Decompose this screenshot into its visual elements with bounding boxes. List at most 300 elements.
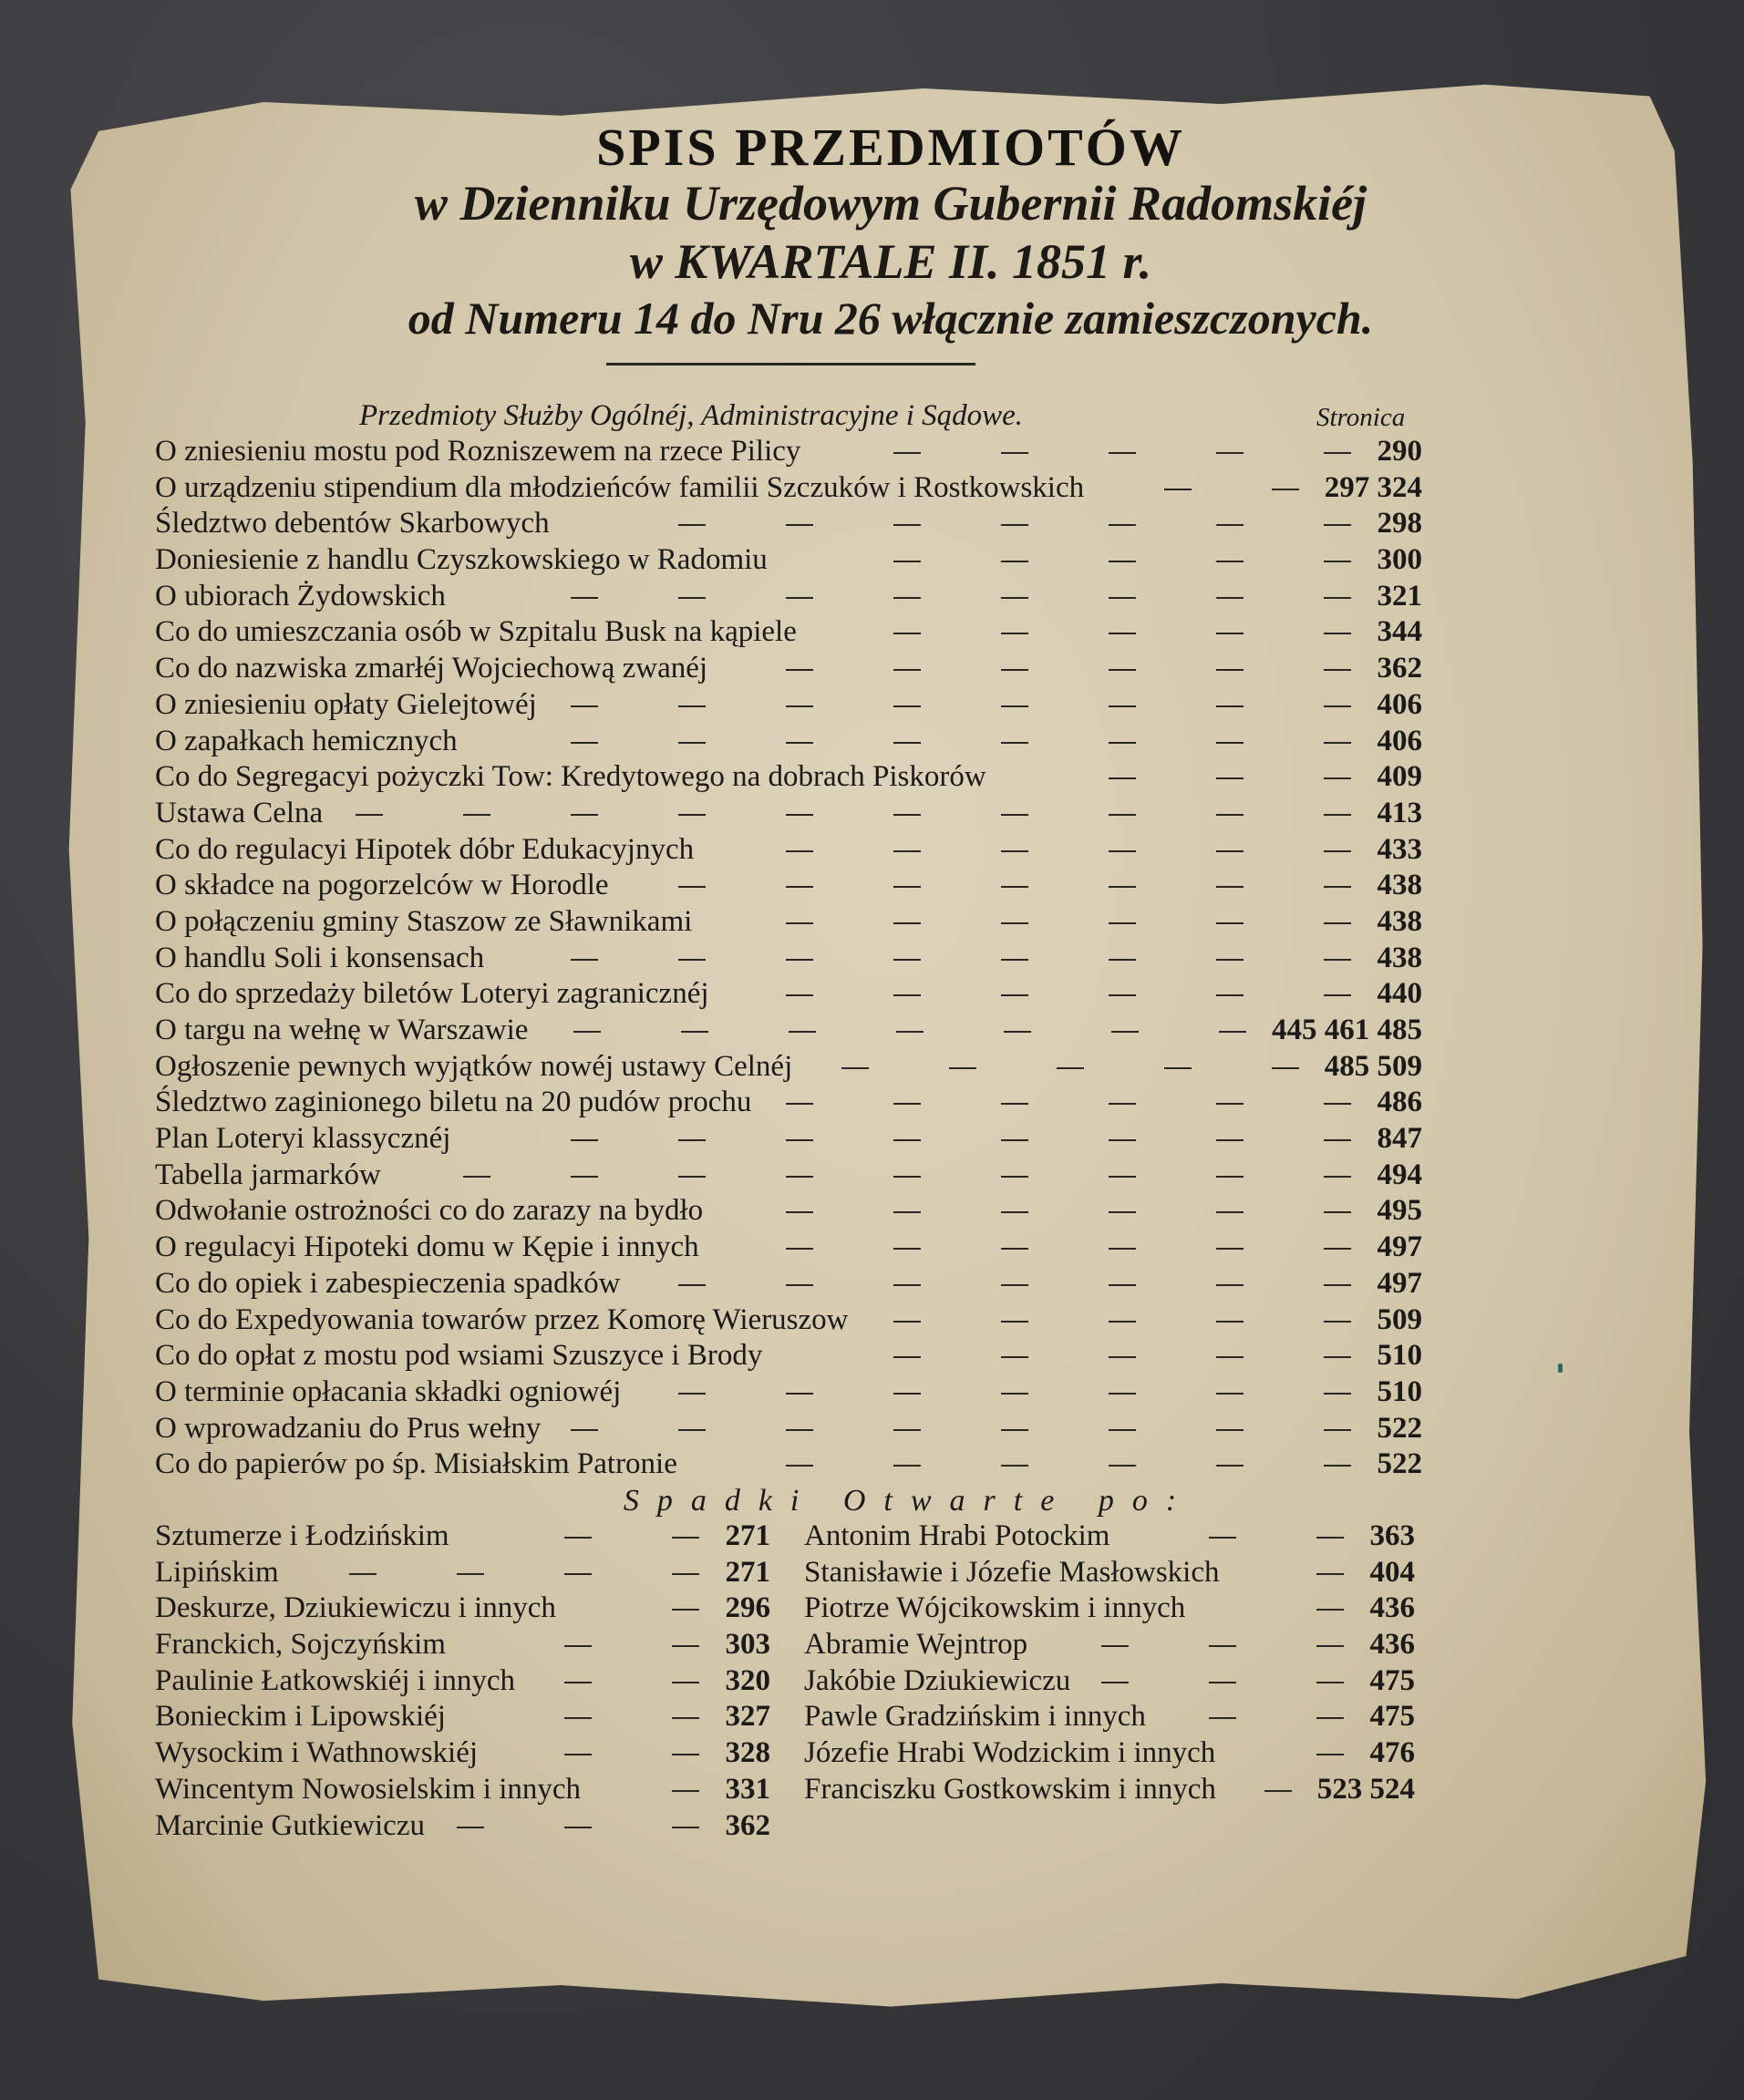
leader-dash xyxy=(1109,922,1136,924)
leader-dash xyxy=(786,1429,813,1431)
leader-dash xyxy=(1101,1645,1129,1647)
list-item xyxy=(155,1808,770,1845)
entry-text: Piotrze Wójcikowskim i innych xyxy=(804,1591,1186,1625)
leader-dash xyxy=(1001,1393,1028,1395)
entry-text: Co do sprzedaży biletów Loteryi zagranicznéj xyxy=(155,977,709,1011)
entry-text: O urządzeniu stipendium dla młodzieńców familii Szczuków i Rostkowskich xyxy=(155,470,1085,504)
entry-text: O ubiorach Żydowskich xyxy=(155,579,446,612)
leader-dash xyxy=(1001,452,1028,454)
leader-dash xyxy=(1001,597,1028,599)
list-item xyxy=(155,1266,1422,1302)
leader-dash xyxy=(678,742,706,744)
list-item xyxy=(155,904,1422,941)
entry-text: O składce na pogorzelców w Horodle xyxy=(155,869,609,902)
leader-dash xyxy=(571,959,598,961)
entry-text: Co do nazwiska zmarłéj Wojciechową zwanéj xyxy=(155,652,708,685)
entry-text: Co do umieszczania osób w Szpitalu Busk na kąpiele xyxy=(155,615,797,649)
entry-pages: 413 xyxy=(1377,796,1422,829)
entry-pages: 271 xyxy=(725,1519,770,1552)
leader-dash xyxy=(893,886,921,888)
leader-dash xyxy=(672,1717,699,1719)
leader-dash xyxy=(893,705,921,707)
leader-dash xyxy=(678,597,706,599)
leader-dash xyxy=(893,1248,921,1250)
list-item xyxy=(804,1555,1415,1591)
leader-dash xyxy=(893,1429,921,1431)
leader-dash xyxy=(672,1790,699,1792)
entry-pages: 436 xyxy=(1369,1628,1415,1662)
entry-pages: 510 xyxy=(1377,1374,1422,1408)
leader-dash xyxy=(1001,1103,1028,1105)
list-item xyxy=(155,1555,770,1591)
list-item xyxy=(155,687,1422,724)
leader-dash xyxy=(1001,633,1028,634)
list-item xyxy=(155,1446,1422,1483)
leader-dash xyxy=(1001,1356,1028,1358)
entry-pages: 362 xyxy=(1377,652,1422,685)
leader-dash xyxy=(1101,1682,1129,1683)
leader-dash xyxy=(1272,1067,1299,1069)
leader-dash xyxy=(893,1465,921,1467)
leader-dash xyxy=(672,1573,699,1575)
leader-dash xyxy=(1216,994,1244,996)
leader-dash xyxy=(1216,524,1244,526)
entry-pages: 522 xyxy=(1377,1447,1422,1481)
entry-text: O zniesieniu opłaty Gielejtowéj xyxy=(155,687,537,721)
entry-pages: 475 xyxy=(1369,1663,1415,1697)
leader-dash xyxy=(893,1211,921,1213)
leader-dash xyxy=(1109,1284,1136,1286)
leader-dash xyxy=(678,705,706,707)
leader-dash xyxy=(1109,705,1136,707)
entry-pages: 486 xyxy=(1377,1086,1422,1119)
leader-dash xyxy=(1216,669,1244,671)
leader-dash xyxy=(1001,994,1028,996)
leader-dash xyxy=(1001,669,1028,671)
entry-text: Jakóbie Dziukiewiczu xyxy=(804,1663,1071,1697)
leader-dash xyxy=(1324,561,1351,562)
leader-dash xyxy=(786,850,813,852)
entry-pages: 438 xyxy=(1377,904,1422,938)
leader-dash xyxy=(1001,1176,1028,1178)
leader-dash xyxy=(1324,705,1351,707)
leader-dash xyxy=(1324,452,1351,454)
entry-text: Deskurze, Dziukiewiczu i innych xyxy=(155,1591,556,1625)
entry-text: Co do Expedyowania towarów przez Komorę Wieruszow xyxy=(155,1302,849,1336)
entry-text: Paulinie Łatkowskiéj i innych xyxy=(155,1663,516,1697)
leader-dash xyxy=(893,742,921,744)
list-item xyxy=(155,1627,770,1663)
list-item xyxy=(155,1663,770,1700)
leader-dash xyxy=(893,994,921,996)
list-item xyxy=(155,1013,1422,1049)
leader-dash xyxy=(1216,959,1244,961)
list-item xyxy=(155,868,1422,904)
entry-pages: 495 xyxy=(1377,1194,1422,1228)
entry-text: Co do opiek i zabespieczenia spadków xyxy=(155,1266,621,1300)
entry-pages: 409 xyxy=(1377,760,1422,794)
leader-dash xyxy=(1001,1321,1028,1323)
leader-dash xyxy=(1057,1067,1084,1069)
leader-dash xyxy=(672,1754,699,1755)
ink-spot xyxy=(1558,1364,1563,1373)
leader-dash xyxy=(893,1103,921,1105)
leader-dash xyxy=(349,1573,377,1575)
list-item xyxy=(155,542,1422,579)
leader-dash xyxy=(786,959,813,961)
leader-dash xyxy=(356,814,383,816)
leader-dash xyxy=(1001,705,1028,707)
leader-dash xyxy=(1109,777,1136,779)
leader-dash xyxy=(571,742,598,744)
leader-dash xyxy=(672,1682,699,1683)
leader-dash xyxy=(1109,452,1136,454)
entry-pages: 494 xyxy=(1377,1158,1422,1191)
leader-dash xyxy=(1109,524,1136,526)
leader-dash xyxy=(1109,1248,1136,1250)
entry-text: O regulacyi Hipoteki domu w Kępie i innych xyxy=(155,1230,699,1264)
leader-dash xyxy=(1216,1321,1244,1323)
entry-text: Józefie Hrabi Wodzickim i innych xyxy=(804,1736,1216,1770)
leader-dash xyxy=(1324,959,1351,961)
list-item xyxy=(155,1735,770,1772)
leader-dash xyxy=(1001,1465,1028,1467)
entry-pages: 344 xyxy=(1377,615,1422,649)
leader-dash xyxy=(786,524,813,526)
list-item xyxy=(155,976,1422,1013)
leader-dash xyxy=(1216,814,1244,816)
entry-pages: 406 xyxy=(1377,724,1422,757)
list-item xyxy=(804,1663,1415,1700)
leader-dash xyxy=(893,633,921,634)
entry-text: O zniesieniu mostu pod Rozniszewem na rzece Pilicy xyxy=(155,435,801,468)
list-item xyxy=(155,1230,1422,1266)
entry-pages: 509 xyxy=(1377,1302,1422,1336)
document-subtitle-2: w KWARTALE II. 1851 r. xyxy=(629,234,1152,289)
leader-dash xyxy=(571,1176,598,1178)
leader-dash xyxy=(1109,742,1136,744)
leader-dash xyxy=(1216,1429,1244,1431)
list-item xyxy=(155,651,1422,687)
entry-text: Ogłoszenie pewnych wyjątków nowéj ustawy Celnéj xyxy=(155,1049,793,1083)
entry-pages: 362 xyxy=(725,1808,770,1842)
entry-text: Tabella jarmarków xyxy=(155,1158,381,1191)
leader-dash xyxy=(1109,959,1136,961)
entry-text: Abramie Wejntrop xyxy=(804,1628,1028,1662)
leader-dash xyxy=(1324,1393,1351,1395)
entry-text: O targu na wełnę w Warszawie xyxy=(155,1014,529,1046)
leader-dash xyxy=(1109,1393,1136,1395)
list-item xyxy=(155,941,1422,977)
leader-dash xyxy=(893,524,921,526)
leader-dash xyxy=(463,814,490,816)
entry-text: Śledztwo zaginionego biletu na 20 pudów prochu xyxy=(155,1086,752,1119)
list-item xyxy=(155,1338,1422,1374)
page-column-label: Stronica xyxy=(1316,403,1406,432)
leader-dash xyxy=(1109,1103,1136,1105)
entry-pages: 271 xyxy=(725,1555,770,1589)
leader-dash xyxy=(893,1139,921,1141)
leader-dash xyxy=(1001,959,1028,961)
leader-dash xyxy=(1216,452,1244,454)
leader-dash xyxy=(1324,633,1351,634)
leader-dash xyxy=(1216,1139,1244,1141)
leader-dash xyxy=(786,922,813,924)
leader-dash xyxy=(1324,1356,1351,1358)
entry-pages: 510 xyxy=(1377,1339,1422,1373)
leader-dash xyxy=(1004,1031,1031,1033)
leader-dash xyxy=(1109,1429,1136,1431)
leader-dash xyxy=(1001,850,1028,852)
list-item xyxy=(155,1374,1422,1411)
list-item xyxy=(804,1518,1415,1555)
leader-dash xyxy=(1216,777,1244,779)
leader-dash xyxy=(564,1537,592,1539)
leader-dash xyxy=(786,1284,813,1286)
leader-dash xyxy=(1216,922,1244,924)
leader-dash xyxy=(1316,1609,1344,1611)
entry-text: O zapałkach hemicznych xyxy=(155,724,458,757)
entry-pages: 522 xyxy=(1377,1411,1422,1445)
leader-dash xyxy=(1219,1031,1246,1033)
leader-dash xyxy=(1001,561,1028,562)
list-item xyxy=(155,1518,770,1555)
leader-dash xyxy=(678,1429,706,1431)
list-item xyxy=(155,832,1422,869)
entry-text: Marcinie Gutkiewiczu xyxy=(155,1808,425,1842)
leader-dash xyxy=(1109,1211,1136,1213)
leader-dash xyxy=(672,1537,699,1539)
entry-text: Co do opłat z mostu pod wsiami Szuszyce i Brody xyxy=(155,1339,763,1373)
entry-pages: 321 xyxy=(1377,579,1422,612)
leader-dash xyxy=(1001,814,1028,816)
leader-dash xyxy=(893,1284,921,1286)
entry-pages: 523 524 xyxy=(1316,1772,1415,1806)
entry-pages: 497 xyxy=(1377,1266,1422,1300)
leader-dash xyxy=(786,886,813,888)
entry-text: Plan Loteryi klassycznéj xyxy=(155,1122,451,1156)
entry-text: Co do Segregacyi pożyczki Tow: Kredytowego na dobrach Piskorów xyxy=(155,760,986,794)
entry-pages: 300 xyxy=(1377,543,1422,577)
leader-dash xyxy=(564,1754,592,1755)
leader-dash xyxy=(1001,1211,1028,1213)
leader-dash xyxy=(457,1573,484,1575)
leader-dash xyxy=(672,1609,699,1611)
leader-dash xyxy=(1324,1103,1351,1105)
leader-dash xyxy=(1324,597,1351,599)
leader-dash xyxy=(1324,886,1351,888)
leader-dash xyxy=(1001,1139,1028,1141)
entry-text: O połączeniu gminy Staszow ze Sławnikami xyxy=(155,904,693,938)
leader-dash xyxy=(1316,1717,1344,1719)
leader-dash xyxy=(1316,1573,1344,1575)
leader-dash xyxy=(564,1717,592,1719)
entry-text: Co do papierów po śp. Misiałskim Patronie xyxy=(155,1447,677,1481)
leader-dash xyxy=(893,850,921,852)
list-item xyxy=(155,506,1422,542)
leader-dash xyxy=(786,705,813,707)
leader-dash xyxy=(1216,1356,1244,1358)
list-item xyxy=(155,1158,1422,1194)
leader-dash xyxy=(1109,850,1136,852)
list-item xyxy=(155,579,1422,615)
list-item xyxy=(155,1085,1422,1121)
leader-dash xyxy=(1001,1248,1028,1250)
document-subtitle-1: w Dzienniku Urzędowym Gubernii Radomskiéj xyxy=(414,176,1367,231)
leader-dash xyxy=(1324,742,1351,744)
leader-dash xyxy=(1324,1284,1351,1286)
general-entries-list xyxy=(155,434,1422,1483)
entry-pages: 303 xyxy=(725,1628,770,1662)
leader-dash xyxy=(678,1284,706,1286)
leader-dash xyxy=(789,1031,816,1033)
leader-dash xyxy=(786,1103,813,1105)
document-subtitle-3: od Numeru 14 do Nru 26 włącznie zamieszczonych. xyxy=(408,293,1374,344)
leader-dash xyxy=(1316,1645,1344,1647)
leader-dash xyxy=(1216,633,1244,634)
leader-dash xyxy=(1209,1537,1236,1539)
leader-dash xyxy=(1109,1176,1136,1178)
entry-pages: 433 xyxy=(1377,832,1422,866)
leader-dash xyxy=(1216,886,1244,888)
entry-text: Antonim Hrabi Potockim xyxy=(804,1519,1110,1552)
leader-dash xyxy=(786,597,813,599)
entry-text: Lipińskim xyxy=(155,1555,279,1589)
entry-text: Sztumerze i Łodzińskim xyxy=(155,1519,449,1552)
entry-text: Wysockim i Wathnowskiéj xyxy=(155,1736,479,1770)
leader-dash xyxy=(1209,1717,1236,1719)
leader-dash xyxy=(1216,1284,1244,1286)
entry-text: Bonieckim i Lipowskiéj xyxy=(155,1700,446,1734)
section-heading-row xyxy=(66,399,1716,436)
leader-dash xyxy=(571,814,598,816)
leader-dash xyxy=(1324,1176,1351,1178)
leader-dash xyxy=(571,1429,598,1431)
leader-dash xyxy=(1001,524,1028,526)
entry-pages: 476 xyxy=(1369,1736,1415,1770)
leader-dash xyxy=(893,814,921,816)
leader-dash xyxy=(1324,1321,1351,1323)
leader-dash xyxy=(681,1031,708,1033)
entry-pages: 847 xyxy=(1377,1122,1422,1156)
leader-dash xyxy=(1316,1537,1344,1539)
leader-dash xyxy=(457,1827,484,1828)
leader-dash xyxy=(678,959,706,961)
leader-dash xyxy=(786,1248,813,1250)
leader-dash xyxy=(1324,814,1351,816)
entry-pages: 440 xyxy=(1377,977,1422,1011)
leader-dash xyxy=(678,1176,706,1178)
leader-dash xyxy=(1216,742,1244,744)
entry-text: Co do regulacyi Hipotek dóbr Edukacyjnych xyxy=(155,832,695,866)
leader-dash xyxy=(1109,1139,1136,1141)
leader-dash xyxy=(1109,633,1136,634)
entry-text: O wprowadzaniu do Prus wełny xyxy=(155,1411,542,1445)
leader-dash xyxy=(564,1573,592,1575)
leader-dash xyxy=(678,524,706,526)
leader-dash xyxy=(1001,742,1028,744)
entry-pages: 363 xyxy=(1369,1519,1415,1552)
leader-dash xyxy=(949,1067,976,1069)
list-item xyxy=(155,1049,1422,1086)
leader-dash xyxy=(786,1211,813,1213)
entry-text: Pawle Gradzińskim i innych xyxy=(804,1700,1146,1734)
entry-pages: 485 509 xyxy=(1324,1049,1422,1083)
list-item xyxy=(804,1627,1415,1663)
spadki-left-column xyxy=(155,1518,770,1844)
leader-dash xyxy=(786,1139,813,1141)
leader-dash xyxy=(1209,1645,1236,1647)
entry-pages: 298 xyxy=(1377,507,1422,540)
entry-pages: 331 xyxy=(725,1772,770,1806)
title-divider xyxy=(606,363,975,365)
leader-dash xyxy=(893,959,921,961)
leader-dash xyxy=(1216,561,1244,562)
entry-pages: 296 xyxy=(725,1591,770,1625)
leader-dash xyxy=(893,597,921,599)
leader-dash xyxy=(893,669,921,671)
entry-text: O terminie opłacania składki ogniowéj xyxy=(155,1374,622,1408)
leader-dash xyxy=(1324,777,1351,779)
spadki-right-column xyxy=(804,1518,1415,1808)
leader-dash xyxy=(1216,850,1244,852)
entry-pages: 438 xyxy=(1377,941,1422,974)
leader-dash xyxy=(841,1067,869,1069)
leader-dash xyxy=(1109,814,1136,816)
leader-dash xyxy=(564,1645,592,1647)
leader-dash xyxy=(893,1356,921,1358)
leader-dash xyxy=(1164,489,1192,490)
entry-pages: 497 xyxy=(1377,1230,1422,1264)
list-item xyxy=(804,1772,1415,1808)
leader-dash xyxy=(1324,1248,1351,1250)
entry-text: Ustawa Celna xyxy=(155,796,324,829)
leader-dash xyxy=(1324,1465,1351,1467)
entry-text: Franciszku Gostkowskim i innych xyxy=(804,1772,1216,1806)
leader-dash xyxy=(1264,1790,1292,1792)
section-heading: Przedmioty Służby Ogólnéj, Administracyjne i Sądowe. xyxy=(359,399,1024,432)
leader-dash xyxy=(678,1393,706,1395)
leader-dash xyxy=(1216,1465,1244,1467)
entry-pages: 406 xyxy=(1377,687,1422,721)
leader-dash xyxy=(678,814,706,816)
list-item xyxy=(155,1590,770,1627)
leader-dash xyxy=(893,561,921,562)
entry-pages: 290 xyxy=(1377,435,1422,468)
leader-dash xyxy=(1324,994,1351,996)
list-item xyxy=(804,1735,1415,1772)
entry-text: Doniesienie z handlu Czyszkowskiego w Radomiu xyxy=(155,543,768,577)
leader-dash xyxy=(1111,1031,1139,1033)
list-item xyxy=(155,759,1422,796)
leader-dash xyxy=(893,452,921,454)
leader-dash xyxy=(564,1827,592,1828)
leader-dash xyxy=(571,597,598,599)
list-item xyxy=(155,434,1422,470)
list-item xyxy=(804,1590,1415,1627)
leader-dash xyxy=(1001,922,1028,924)
list-item xyxy=(155,1193,1422,1230)
leader-dash xyxy=(893,1176,921,1178)
leader-dash xyxy=(896,1031,924,1033)
list-item xyxy=(155,724,1422,760)
leader-dash xyxy=(1324,922,1351,924)
leader-dash xyxy=(1001,886,1028,888)
entry-text: O handlu Soli i konsensach xyxy=(155,941,485,974)
leader-dash xyxy=(1216,1103,1244,1105)
list-item xyxy=(155,1411,1422,1447)
leader-dash xyxy=(564,1682,592,1683)
